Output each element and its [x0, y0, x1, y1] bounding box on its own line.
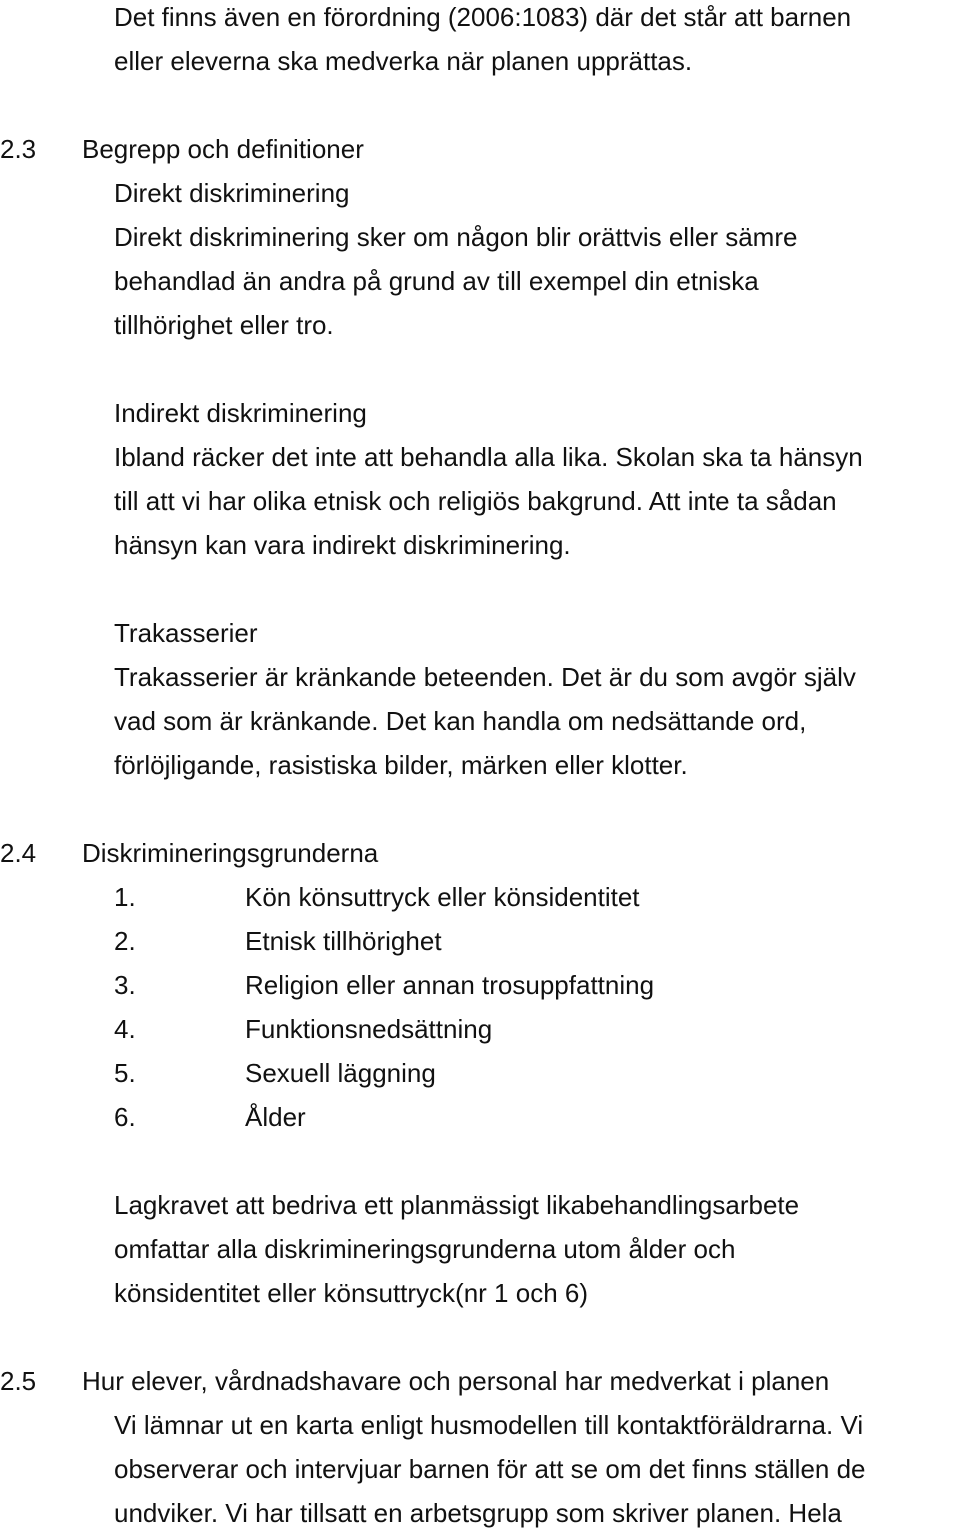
paragraph-line: Direkt diskriminering sker om någon blir orättvis eller sämre — [114, 222, 798, 252]
paragraph-line: Trakasserier är kränkande beteenden. Det är du som avgör själv — [114, 662, 856, 692]
section-number-2-4: 2.4 — [0, 838, 37, 868]
list-item-number: 1. — [114, 882, 136, 912]
paragraph-line: Ibland räcker det inte att behandla alla lika. Skolan ska ta hänsyn — [114, 442, 863, 472]
section-title-2-4: Diskrimineringsgrunderna — [82, 838, 379, 868]
section-title-2-3: Begrepp och definitioner — [82, 134, 364, 164]
note-line: Lagkravet att bedriva ett planmässigt likabehandlingsarbete — [114, 1190, 800, 1220]
section-number-2-3: 2.3 — [0, 134, 37, 164]
paragraph-line: behandlad än andra på grund av till exempel din etniska — [114, 266, 759, 296]
list-item: Ålder — [245, 1102, 306, 1132]
list-item-number: 2. — [114, 926, 136, 956]
paragraph-line: Vi lämnar ut en karta enligt husmodellen till kontaktföräldrarna. Vi — [114, 1410, 864, 1440]
list-item-number: 5. — [114, 1058, 136, 1088]
list-item: Religion eller annan trosuppfattning — [245, 970, 655, 1000]
paragraph-line: hänsyn kan vara indirekt diskriminering. — [114, 530, 571, 560]
section-title-2-5: Hur elever, vårdnadshavare och personal har medverkat i planen — [82, 1366, 830, 1396]
intro-line-1: Det finns även en förordning (2006:1083) där det står att barnen — [114, 2, 852, 32]
paragraph-line: observerar och intervjuar barnen för att se om det finns ställen de — [114, 1454, 866, 1484]
paragraph-line: tillhörighet eller tro. — [114, 310, 334, 340]
subheading-indirekt: Indirekt diskriminering — [114, 398, 367, 428]
paragraph-line: vad som är kränkande. Det kan handla om nedsättande ord, — [114, 706, 807, 736]
note-line: könsidentitet eller könsuttryck(nr 1 och 6) — [114, 1278, 588, 1308]
section-number-2-5: 2.5 — [0, 1366, 37, 1396]
subheading-direkt: Direkt diskriminering — [114, 178, 350, 208]
subheading-trakasserier: Trakasserier — [114, 618, 258, 648]
list-item-number: 4. — [114, 1014, 136, 1044]
list-item-number: 6. — [114, 1102, 136, 1132]
list-item-number: 3. — [114, 970, 136, 1000]
list-item: Sexuell läggning — [245, 1058, 436, 1088]
list-item: Etnisk tillhörighet — [245, 926, 442, 956]
note-line: omfattar alla diskrimineringsgrunderna utom ålder och — [114, 1234, 736, 1264]
paragraph-line: undviker. Vi har tillsatt en arbetsgrupp som skriver planen. Hela — [114, 1498, 842, 1528]
paragraph-line: till att vi har olika etnisk och religiös bakgrund. Att inte ta sådan — [114, 486, 837, 516]
list-item: Kön könsuttryck eller könsidentitet — [245, 882, 640, 912]
intro-line-2: eller eleverna ska medverka när planen upprättas. — [114, 46, 693, 76]
list-item: Funktionsnedsättning — [245, 1014, 493, 1044]
paragraph-line: förlöjligande, rasistiska bilder, märken eller klotter. — [114, 750, 688, 780]
